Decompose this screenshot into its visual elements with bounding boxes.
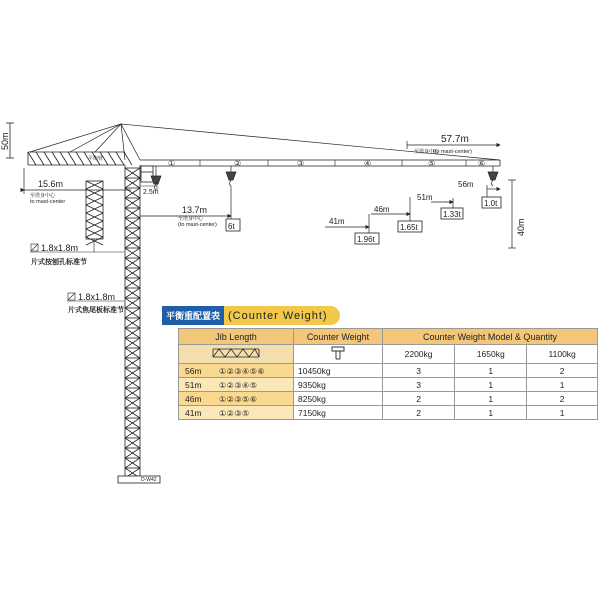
quantity-1650: 1 — [455, 392, 527, 406]
quantity-1100: 2 — [527, 364, 598, 378]
jib-length-cell — [179, 378, 294, 392]
counter-jib-length-label: 15.6m — [38, 179, 64, 189]
operator-cab — [141, 166, 153, 182]
mast-section-large-caption: 片式焦尾板标准节 — [68, 307, 124, 314]
max-load-label: 6t — [228, 222, 235, 231]
counter-jib-caption-en: to mast-center — [30, 199, 66, 205]
jib-section-5: ⑤ — [428, 159, 436, 168]
quantity-2200: 2 — [383, 406, 455, 420]
tip-radius-51: 51m — [417, 193, 433, 202]
max-radius-label: 57.7m — [441, 134, 469, 145]
jib-length-cell — [179, 406, 294, 420]
max-radius-caption-cn: 至塔身中心 — [414, 149, 440, 155]
model-2200: 2200kg — [383, 345, 455, 364]
tip-radius-41: 41m — [329, 217, 345, 226]
jib-section-2: ② — [234, 159, 242, 168]
model-1100: 1100kg — [527, 345, 598, 364]
jib-length-value: 56m — [185, 365, 202, 376]
tower-mast — [125, 165, 140, 478]
counter-jib-label-cn: 平衡臂 — [88, 156, 104, 162]
counter-weight-icon — [331, 346, 345, 360]
counter-weight-value: 8250kg — [294, 392, 383, 406]
jib-icon-cell — [179, 345, 294, 364]
counter-weight-title: (Counter Weight) — [224, 306, 340, 325]
near-radius-caption-en: (to mast-center) — [178, 222, 217, 228]
jib-sections-value: ①②③⑤ — [219, 408, 250, 418]
jib-section-3: ③ — [297, 159, 305, 168]
jib-sections-value: ①②③⑤⑥ — [219, 394, 258, 404]
cab-offset-label: 2.5m — [143, 189, 159, 196]
counter-weight-value: 9350kg — [294, 378, 383, 392]
quantity-2200: 3 — [383, 364, 455, 378]
table-row — [179, 406, 598, 420]
tip-load-46: 1.65t — [400, 223, 418, 232]
counter-weight-badge: 平衡重配置表 — [162, 306, 224, 325]
max-radius-caption-en: (to mast-center) — [433, 149, 472, 155]
table-row — [179, 392, 598, 406]
tip-radius-46: 46m — [374, 205, 390, 214]
jib-sections-value: ①②③④⑤⑥ — [219, 366, 266, 376]
hook-height-dimension — [508, 180, 516, 248]
header-jib-length: Jib Length — [179, 329, 294, 345]
jib-length-value: 41m — [185, 407, 202, 418]
header-model-quantity: Counter Weight Model & Quantity — [383, 329, 598, 345]
counter-jib-caption-cn: 至塔身中心 — [30, 193, 56, 199]
counter-weight-table — [178, 328, 598, 420]
counter-weight-value: 10450kg — [294, 364, 383, 378]
counter-weight-header — [162, 306, 340, 325]
jib-length-value: 46m — [185, 393, 202, 404]
jib-length-value: 51m — [185, 379, 202, 390]
quantity-1100: 1 — [527, 378, 598, 392]
tip-load-41: 1.96t — [357, 235, 375, 244]
quantity-1650: 1 — [455, 406, 527, 420]
mast-section-small-size: 1.8x1.8m — [41, 243, 79, 253]
tip-radius-56: 56m — [458, 180, 474, 189]
hook-height-label: 40m — [516, 218, 526, 236]
table-header-row — [179, 329, 598, 345]
mast-section-small-caption: 片式按刨孔标准节 — [31, 259, 87, 266]
quantity-1100: 1 — [527, 406, 598, 420]
mast-section-large-size: 1.8x1.8m — [78, 292, 116, 302]
near-radius-label: 13.7m — [182, 205, 208, 215]
jib-section-1: ① — [168, 159, 176, 168]
quantity-2200: 2 — [383, 392, 455, 406]
jib-truss-icon — [212, 348, 260, 358]
tip-load-51: 1.33t — [443, 210, 461, 219]
model-1650: 1650kg — [455, 345, 527, 364]
hook-middle — [226, 166, 236, 219]
quantity-2200: 3 — [383, 378, 455, 392]
jib-sections-value: ①②③④⑤ — [219, 380, 258, 390]
header-counter-weight: Counter Weight — [294, 329, 383, 345]
hook-tip — [488, 166, 498, 186]
quantity-1650: 1 — [455, 378, 527, 392]
quantity-1650: 1 — [455, 364, 527, 378]
jib-length-cell — [179, 392, 294, 406]
near-radius-caption-cn: 至塔身中心 — [178, 216, 204, 222]
table-row — [179, 378, 598, 392]
quantity-1100: 2 — [527, 392, 598, 406]
mast-height-label: 50m — [0, 132, 10, 150]
table-subheader-row — [179, 345, 598, 364]
table-row — [179, 364, 598, 378]
jib — [140, 160, 500, 166]
auxiliary-mast-section — [86, 181, 103, 245]
jib-length-cell — [179, 364, 294, 378]
jib-section-4: ④ — [364, 159, 372, 168]
weight-icon-cell — [294, 345, 383, 364]
counter-weight-value: 7150kg — [294, 406, 383, 420]
tip-load-56: 1.0t — [484, 199, 498, 208]
mast-base-label: D-W42 — [141, 477, 157, 483]
jib-section-6: ⑥ — [478, 159, 486, 168]
counter-jib — [28, 152, 132, 165]
